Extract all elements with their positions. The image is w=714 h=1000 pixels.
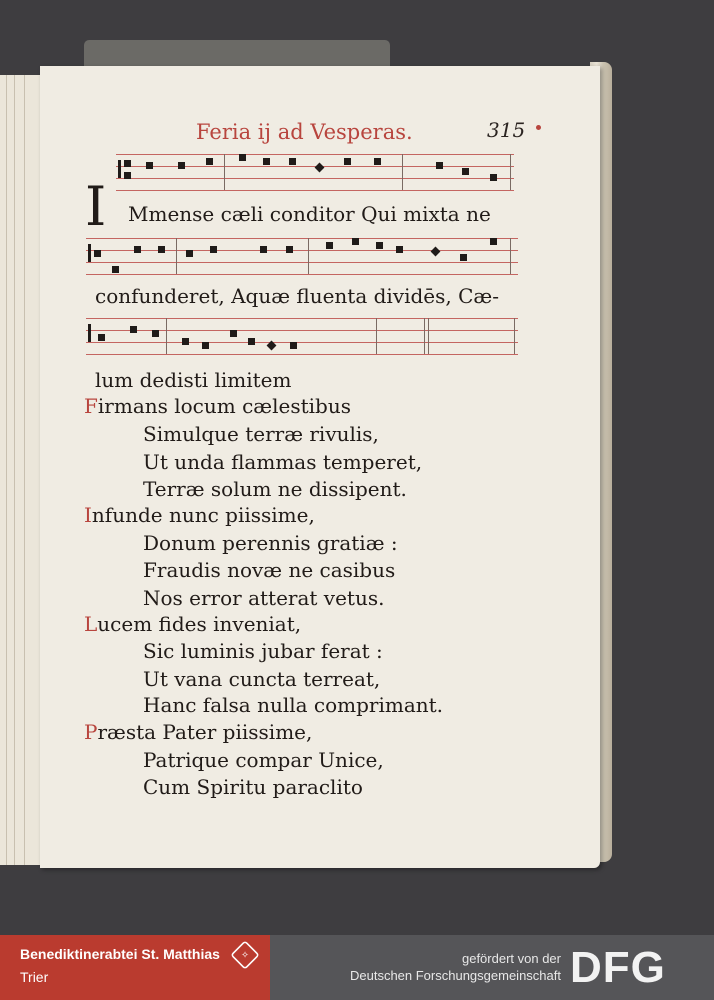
- verse-4-first-line: [84, 720, 312, 744]
- music-staff-3: [86, 316, 518, 360]
- verse-2-line-3: Fraudis novæ ne casibus: [143, 558, 396, 582]
- verse-3-line-3: Ut vana cuncta terreat,: [143, 667, 381, 691]
- music-staff-1: [116, 152, 514, 196]
- verse-1-line-3: Ut unda flammas temperet,: [143, 450, 423, 474]
- verse-1-line-4: Terræ solum ne dissipent.: [143, 477, 407, 501]
- page-header-title: Feria ij ad Vesperas.: [196, 120, 413, 144]
- institution-panel: [0, 935, 270, 1000]
- verse-1-first-text: irmans locum cælestibus: [97, 394, 351, 418]
- verse-2-first-text: nfunde nunc piissime,: [91, 503, 315, 527]
- verse-1-line-2: Simulque terræ rivulis,: [143, 422, 379, 446]
- hymn-initial-letter: I: [85, 175, 107, 238]
- left-page-edge: [0, 75, 41, 865]
- verse-2-first-line: [84, 503, 315, 527]
- hymn-line-3: lum dedisti limitem: [95, 368, 292, 392]
- dfg-logo: DFG: [570, 943, 666, 992]
- verse-1-first-line: [84, 394, 351, 418]
- music-staff-2: [86, 236, 518, 280]
- verse-3-initial: L: [84, 612, 98, 636]
- verse-2-initial: I: [84, 503, 92, 527]
- verse-3-line-2: Sic luminis jubar ferat :: [143, 639, 383, 663]
- funding-line-1: gefördert von der: [461, 951, 561, 966]
- verse-2-line-4: Nos error atterat vetus.: [143, 586, 385, 610]
- hymn-line-1: Mmense cæli conditor Qui mixta ne: [128, 202, 491, 226]
- hymn-line-2: confunderet, Aquæ fluenta dividēs, Cæ-: [95, 284, 499, 308]
- verse-4-initial: P: [84, 720, 98, 744]
- verse-1-initial: F: [84, 394, 98, 418]
- red-mark: [536, 125, 541, 130]
- verse-3-line-4: Hanc falsa nulla comprimant.: [143, 693, 444, 717]
- verse-3-first-text: ucem fides inveniat,: [97, 612, 302, 636]
- verse-3-first-line: [84, 612, 301, 636]
- verse-2-line-2: Donum perennis gratiæ :: [143, 531, 398, 555]
- funding-line-2: Deutschen Forschungsgemeinschaft: [349, 968, 561, 983]
- page-number: 315: [487, 118, 526, 142]
- abbey-seal-icon: ✧: [230, 940, 259, 969]
- institution-city: Trier: [20, 969, 49, 985]
- verse-4-line-3: Cum Spiritu paraclito: [143, 775, 363, 799]
- verse-4-first-text: ræsta Pater piissime,: [97, 720, 313, 744]
- verse-4-line-2: Patrique compar Unice,: [143, 748, 384, 772]
- institution-name: Benediktinerabtei St. Matthias: [20, 946, 220, 962]
